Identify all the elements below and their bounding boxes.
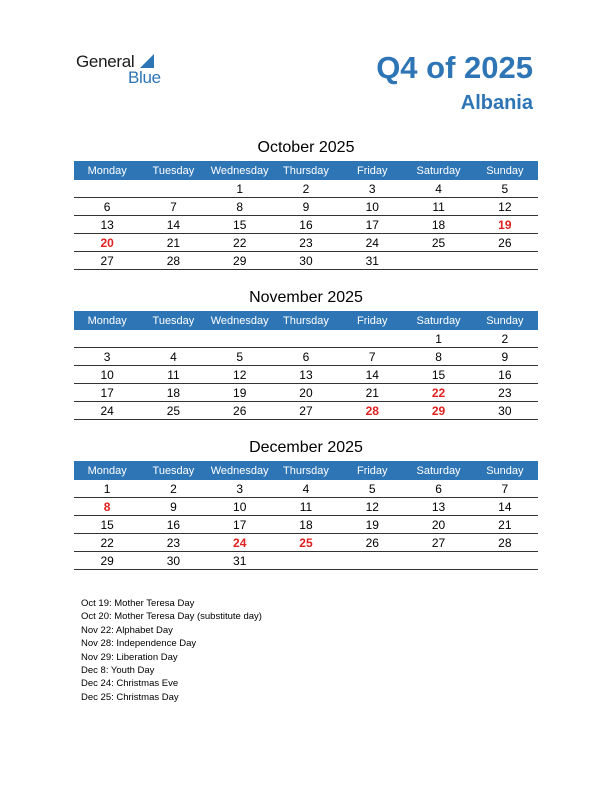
day-cell: 27 [273, 402, 339, 420]
weekday-header: Thursday [273, 461, 339, 480]
holiday-list-item: Nov 22: Alphabet Day [81, 624, 173, 636]
week-row [74, 252, 538, 270]
day-cell: 16 [273, 216, 339, 234]
day-cell: 15 [74, 516, 140, 534]
day-cell: 17 [74, 384, 140, 402]
week-row [74, 180, 538, 198]
weekday-header: Friday [339, 161, 405, 180]
day-cell [472, 252, 538, 270]
holiday-day-cell: 28 [339, 402, 405, 420]
week-row [74, 516, 538, 534]
day-cell: 5 [472, 180, 538, 198]
day-cell: 7 [140, 198, 206, 216]
weekday-header: Thursday [273, 311, 339, 330]
week-row [74, 534, 538, 552]
day-cell [140, 330, 206, 348]
holiday-day-cell: 20 [74, 234, 140, 252]
weekday-header: Friday [339, 461, 405, 480]
day-cell: 9 [472, 348, 538, 366]
calendar-grid [74, 461, 538, 570]
day-cell: 14 [472, 498, 538, 516]
weekday-header: Sunday [472, 161, 538, 180]
day-cell: 22 [74, 534, 140, 552]
holiday-list-item: Oct 20: Mother Teresa Day (substitute day) [81, 611, 262, 623]
holiday-list-item: Dec 24: Christmas Eve [81, 678, 179, 690]
day-cell: 31 [339, 252, 405, 270]
day-cell: 3 [74, 348, 140, 366]
day-cell: 28 [472, 534, 538, 552]
day-cell: 4 [405, 180, 471, 198]
holiday-day-cell: 24 [207, 534, 273, 552]
holiday-list-item: Dec 8: Youth Day [81, 665, 155, 677]
week-row [74, 234, 538, 252]
day-cell: 20 [273, 384, 339, 402]
day-cell: 24 [74, 402, 140, 420]
month-title: November 2025 [249, 289, 363, 306]
day-cell [405, 252, 471, 270]
holiday-list-item: Oct 19: Mother Teresa Day [81, 598, 195, 609]
logo-triangle-icon [140, 54, 154, 68]
day-cell: 11 [405, 198, 471, 216]
holiday-list-item: Dec 25: Christmas Day [81, 691, 179, 703]
day-cell: 3 [339, 180, 405, 198]
weekday-header: Wednesday [207, 461, 273, 480]
weekday-header: Thursday [273, 161, 339, 180]
day-cell: 26 [472, 234, 538, 252]
week-row [74, 216, 538, 234]
day-cell: 10 [74, 366, 140, 384]
week-row [74, 498, 538, 516]
weekday-header: Saturday [405, 311, 471, 330]
day-cell: 6 [74, 198, 140, 216]
day-cell: 23 [472, 384, 538, 402]
day-cell: 2 [140, 480, 206, 498]
day-cell: 21 [472, 516, 538, 534]
day-cell [273, 330, 339, 348]
day-cell: 1 [74, 480, 140, 498]
day-cell: 13 [74, 216, 140, 234]
country-name: Albania [460, 92, 533, 114]
weekday-header: Wednesday [207, 311, 273, 330]
day-cell [405, 552, 471, 570]
day-cell: 30 [273, 252, 339, 270]
day-cell: 27 [74, 252, 140, 270]
day-cell: 16 [140, 516, 206, 534]
holiday-list-item: Nov 28: Independence Day [81, 638, 197, 650]
month-october [74, 139, 538, 270]
calendar-grid [74, 161, 538, 270]
day-cell: 6 [405, 480, 471, 498]
holiday-day-cell: 22 [405, 384, 471, 402]
week-row [74, 384, 538, 402]
day-cell [207, 330, 273, 348]
day-cell [140, 180, 206, 198]
day-cell: 8 [207, 198, 273, 216]
day-cell [273, 552, 339, 570]
logo-word-general: General [76, 52, 135, 71]
day-cell [74, 330, 140, 348]
week-row [74, 480, 538, 498]
week-row [74, 348, 538, 366]
week-row [74, 402, 538, 420]
day-cell: 30 [140, 552, 206, 570]
day-cell: 6 [273, 348, 339, 366]
day-cell: 5 [339, 480, 405, 498]
day-cell: 28 [140, 252, 206, 270]
day-cell: 14 [339, 366, 405, 384]
day-cell: 9 [273, 198, 339, 216]
holiday-day-cell: 19 [472, 216, 538, 234]
day-cell: 1 [207, 180, 273, 198]
weekday-header: Wednesday [207, 161, 273, 180]
day-cell: 22 [207, 234, 273, 252]
day-cell: 13 [273, 366, 339, 384]
day-cell: 25 [405, 234, 471, 252]
holiday-list-item: Nov 29: Liberation Day [81, 651, 178, 663]
week-row [74, 330, 538, 348]
day-cell: 20 [405, 516, 471, 534]
day-cell: 30 [472, 402, 538, 420]
day-cell: 31 [207, 552, 273, 570]
weekday-header: Saturday [405, 161, 471, 180]
day-cell: 11 [140, 366, 206, 384]
day-cell [74, 180, 140, 198]
weekday-header: Tuesday [140, 461, 206, 480]
logo [76, 52, 176, 88]
day-cell: 17 [207, 516, 273, 534]
day-cell: 17 [339, 216, 405, 234]
day-cell: 21 [339, 384, 405, 402]
day-cell: 14 [140, 216, 206, 234]
weekday-header: Monday [74, 461, 140, 480]
day-cell: 24 [339, 234, 405, 252]
day-cell: 8 [405, 348, 471, 366]
day-cell: 9 [140, 498, 206, 516]
day-cell: 12 [472, 198, 538, 216]
weekday-header: Monday [74, 161, 140, 180]
weekday-header: Sunday [472, 461, 538, 480]
day-cell: 23 [273, 234, 339, 252]
week-row [74, 198, 538, 216]
day-cell: 18 [140, 384, 206, 402]
day-cell: 16 [472, 366, 538, 384]
day-cell: 1 [405, 330, 471, 348]
day-cell [472, 552, 538, 570]
day-cell: 5 [207, 348, 273, 366]
day-cell: 4 [140, 348, 206, 366]
day-cell: 2 [472, 330, 538, 348]
day-cell: 21 [140, 234, 206, 252]
week-row [74, 366, 538, 384]
month-title: December 2025 [249, 439, 363, 456]
day-cell: 2 [273, 180, 339, 198]
day-cell: 13 [405, 498, 471, 516]
page-title: Q4 of 2025 [376, 50, 533, 85]
day-cell: 18 [405, 216, 471, 234]
weekday-header: Monday [74, 311, 140, 330]
day-cell: 12 [339, 498, 405, 516]
day-cell: 15 [207, 216, 273, 234]
day-cell: 27 [405, 534, 471, 552]
day-cell: 3 [207, 480, 273, 498]
day-cell: 12 [207, 366, 273, 384]
holiday-day-cell: 29 [405, 402, 471, 420]
month-december [74, 439, 538, 570]
holiday-day-cell: 25 [273, 534, 339, 552]
weekday-header: Tuesday [140, 161, 206, 180]
day-cell: 15 [405, 366, 471, 384]
day-cell: 25 [140, 402, 206, 420]
weekday-header: Tuesday [140, 311, 206, 330]
calendar-grid [74, 311, 538, 420]
day-cell: 7 [339, 348, 405, 366]
day-cell: 26 [207, 402, 273, 420]
day-cell: 10 [339, 198, 405, 216]
day-cell: 11 [273, 498, 339, 516]
month-title: October 2025 [257, 139, 355, 156]
holiday-list [81, 597, 262, 704]
day-cell [339, 552, 405, 570]
logo-word-blue: Blue [128, 68, 161, 87]
day-cell: 7 [472, 480, 538, 498]
holiday-day-cell: 8 [74, 498, 140, 516]
day-cell: 19 [339, 516, 405, 534]
day-cell: 18 [273, 516, 339, 534]
day-cell: 29 [74, 552, 140, 570]
day-cell: 19 [207, 384, 273, 402]
day-cell: 4 [273, 480, 339, 498]
month-november [74, 289, 538, 420]
day-cell: 29 [207, 252, 273, 270]
day-cell: 26 [339, 534, 405, 552]
weekday-header: Saturday [405, 461, 471, 480]
day-cell: 10 [207, 498, 273, 516]
day-cell: 23 [140, 534, 206, 552]
weekday-header: Friday [339, 311, 405, 330]
week-row [74, 552, 538, 570]
day-cell [339, 330, 405, 348]
weekday-header: Sunday [472, 311, 538, 330]
